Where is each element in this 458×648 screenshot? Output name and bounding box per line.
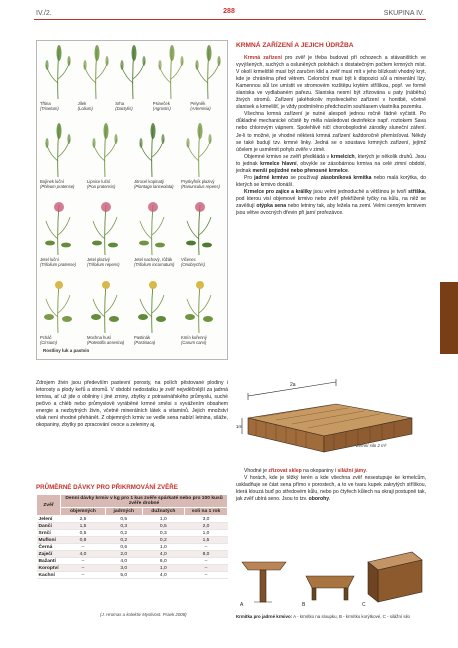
table-cell: 1,5 [61,523,106,530]
page-section-label: IV./2. [36,10,52,17]
plant-item [78,43,112,121]
plant-name: Psineček (Agrostis) [152,101,171,111]
plant-name: Pryskyřník plazivý (Ranunculus repens) [181,179,220,189]
plant-name: Bojínek luční (Phleum pratense) [40,179,75,189]
plant-item [87,121,130,199]
column-header: objemných [61,508,106,516]
plant-item [40,43,74,121]
table-cell: – [185,544,228,551]
table-row [37,551,228,558]
table-cell: 0,5 [105,516,142,523]
plant-item [40,277,83,355]
table-row [37,544,228,551]
plant-name: Lipnice luční (Poa pratensis) [87,179,116,189]
paragraph-4: Pro jadrné krmivo se používají zásobníková krmítka nebo malá korýtka, do kterých se krmivo donáší. [236,174,427,188]
chapter-side-tab [440,282,458,354]
plant-drawing-icon [42,199,74,255]
table-cell: – [185,558,228,565]
term-krmna-zarizeni: Krmná zařízení [244,55,282,61]
plant-drawing-icon [192,43,224,99]
page-number: 288 [223,8,235,15]
intro-paragraph: Zdrojem živin jsou především pastevní porosty, na polích pěstované plodiny i letorosty a plody keřů a stromů. V období nedostatku je zvěř nejvděčnější za jadrná krmiva, ať už jde o obilniny i jiné zrniny, zbytky z potravinářského průmyslu, suché pečivo a chléb nebo průmyslově vyráběné krmné směsi s vyvážením obsahem energie a nezbytných živin, včetně minerálních látek a vitamínů. Jejich množství však není vhodné přehánět. Z objemných krmiv se vedle sena nabízí letnina, siláže, okopaniny, zbytky po zpracování ovoce a zeleniny aj. [36,380,228,429]
plant-name: Kmín kořenný (Carum carvi) [181,335,207,345]
feeding-doses-table [36,494,228,579]
plant-item [87,277,130,355]
table-cell: 0,5 [142,523,184,530]
table-cell: – [61,572,106,579]
table-cell: 0,2 [142,537,184,544]
table-cell: 4,0 [105,558,142,565]
paragraph-2: Všechna krmná zařízení je nutné alespoň jednou ročně řádně vyčistit. Po důkladné mechanické očistě by měla následovat dezinfekce např. roztokem Sava nebo chlorovým vápnem. Spolehlivě ničí choroboplodné zárodky sluneční záření. Je-li to možné, je vhodné některá krmná zařízení každoročně přemísťovat. Někdy se také budují tzv. krmné linky. Jedná se o soustavu krmných zařízení, jejímž účelem je usměrnit pohyb zvěře v zimě. [236,111,426,153]
plant-item [134,121,177,199]
plant-drawing-icon [136,277,168,333]
plant-drawing-icon [136,121,168,177]
table-cell: 3,0 [185,516,228,523]
paragraph-6: Vhodné je zřizovat sklep na okopaniny i silážní jámy. [244,468,368,474]
feeders-figure [236,548,426,610]
plant-item [153,43,187,121]
plant-drawing-icon [183,121,215,177]
table-row [37,537,228,544]
plant-name: Jetel luční (Trifolium pratense) [40,257,76,267]
table-cell: 6,0 [142,558,184,565]
column-header: soli na 1 rok [185,508,228,516]
table-cell: 0,3 [105,523,142,530]
plant-drawing-icon [89,199,121,255]
plant-name: Jílek (Lolium) [77,101,93,111]
plant-item [40,121,83,199]
table-row [37,572,228,579]
column-header-row [37,508,228,516]
feeders-caption: Krmítka pro jadrné krmivo: A - krmítko na sloupku, B - krmítko korýtkové, C - silážní silo [236,614,410,619]
table-cell: – [185,572,228,579]
plant-item [115,43,149,121]
table-cell: 3,0 [105,565,142,572]
plants-caption: Rostliny luk a pastvin [43,348,90,353]
plant-name: Jitrocel kopinatý (Plantago lanceolata) [134,179,174,189]
column-header: dužnatých [142,508,184,516]
chapter-label: SKUPINA IV. [383,10,424,17]
table-cell: 0,2 [105,530,142,537]
table-source: (J. Hromas a kolektiv Myslivost. Praek 2008) [100,612,187,617]
dimension-side: 1m [236,424,243,429]
table-cell: – [61,565,106,572]
table-cell: 1,0 [142,544,184,551]
plant-item [87,199,130,277]
table-cell: 2,0 [105,551,142,558]
table-cell: 4,0 [61,551,106,558]
table-cell: – [61,544,106,551]
plant-item [190,43,224,121]
plant-item [181,199,224,277]
plant-drawing-icon [80,43,112,99]
table-cell: 1,5 [185,537,228,544]
plant-item [134,277,177,355]
table-title: PRŮMĚRNÉ DÁVKY PRO PŘIKRMOVÁNÍ ZVĚŘE [36,484,178,491]
table-cell: 1,0 [185,530,228,537]
plant-drawing-icon [183,199,215,255]
row-label: Zaječí [37,551,61,558]
plant-drawing-icon [155,43,187,99]
paragraph-1-text: pro zvěř je třeba budovat při ochozech a stávaništích ve vyvýšených, suchých a osluněných polohách s dostatečným počtem krmných míst. V okolí krmeliště musí být zaručen klid a zvěř musí mít v jeho blízkosti vhodný kryt, kde je chráněna před větrem. Celoroční musí být k dispozici sůl a minerální lízy. Kamennou sůl lze umístit ve stromovém rozštěpu krytém stříškou, popř. ve formě slaniska ve vydlabaném pařezu. Slaniska nesmí být zřizována u paty (náběhu) živých stromů. Zařízení jakéhokoliv mysliveckého zařízení v honitbě, včetně slanisek a krmelišť, je vždy podmíněno předchozím souhlasem vlastníka pozemku. [236,55,426,111]
plant-item [181,121,224,199]
table-cell: 4,0 [142,551,184,558]
table-cell: 4,0 [142,572,184,579]
table-cell: 0,8 [61,537,106,544]
header-rule [34,19,426,20]
row-label: Koroptví [38,565,59,571]
plant-name: Mochna husí (Potentilla anserina) [87,335,125,345]
row-label: Dančí [37,523,61,530]
feeder-label-c: C [362,602,366,608]
plant-drawing-icon [183,277,215,333]
table-cell: 0,5 [61,530,106,537]
plant-name: Pelyněk (Artemisia) [190,101,211,111]
plant-drawing-icon [117,43,149,99]
table-cell: – [61,558,106,565]
plants-illustration-panel [36,40,228,360]
paragraph-1 [236,55,426,111]
plant-item [134,199,177,277]
group-header: Denní dávky krmiv v kg pro 1 kus zvěře spárkaté nebo pro 100 kusů zvěře drobné [61,495,228,508]
table-row [37,558,228,565]
plant-name: Vičenec (Onobrychis) [181,257,205,267]
table-cell: 1,0 [142,565,184,572]
plant-name: Pcháč (Cirsium) [40,335,57,345]
dimension-top: 2a [290,382,296,388]
row-label: Jelení [37,516,61,523]
plant-name: Jetel plazivý (Trifolium repens) [87,257,120,267]
earth-silo-figure [236,360,426,460]
plant-item [181,277,224,355]
plant-name: Jetel nachový, růžák (Trifolium incarnatum) [134,257,175,267]
table-cell: 1,0 [142,516,184,523]
table-cell: 8,0 [185,551,228,558]
plant-name: Srha (Dactylis) [115,101,133,111]
table-row [37,530,228,537]
row-label: Srnčí [37,530,61,537]
plant-drawing-icon [42,121,74,177]
plant-drawing-icon [89,121,121,177]
row-label: Bažantí [37,558,61,565]
paragraph-5: Krmelce pro zajíce a králíky jsou velmi jednoduché a většinou je tvoří stříška, pod kterou visí objemové krmivo nebo zvěř překříženě tyčky na kůlu, na něž se zavěšují otýpka sena nebo letniny tak, aby ležela na zemi. Velmi cenným krmivem jsou větve ovocných dřevin při jarní prořezávce. [236,188,427,217]
plant-drawing-icon [136,199,168,255]
feeder-label-b: B [302,602,306,608]
paragraph-3: Objemné krmivo se zvěři předkládá v krmelcích, kterých je několik druhů. Jsou to jednak krmelce hlavní, obvykle se zásobárnou krmiva na celé zimní období, jednak menší pojízdné nebo přenosné krmelce. [236,153,426,174]
table-cell: 2,5 [61,516,106,523]
table-cell: – [185,565,228,572]
row-label: Mufloní [37,537,61,544]
earth-silo-caption: Zemní silo 2 m³ [356,443,387,448]
table-cell: 5,0 [105,572,142,579]
table-row [37,565,228,572]
plant-drawing-icon [89,277,121,333]
column-header: jadrných [105,508,142,516]
table-cell: 0,2 [105,537,142,544]
right-column-text [236,55,426,217]
row-label: Černá [37,544,61,551]
table-row [37,523,228,530]
paragraph-7: V horách, kde je těžký terén a kde všechna zvěř nesestupuje ke krmelcům, uskladňuje se část sena přímo v porostech, a to ve tvaru kupek zakrytých stříškou, která klouzá buď po středovém kůlu, nebo po čtyřech kůlech na okraji postupně tak, jak zvěř ubírá seno. Jsou to tzv. oborohy. [236,475,426,503]
row-label: Kachní [37,572,61,579]
table-cell: 0,6 [105,544,142,551]
section-heading: KRMNÁ ZAŘÍZENÍ A JEJICH ÚDRŽBA [236,42,354,49]
plant-drawing-icon [42,277,74,333]
feeder-label-a: A [240,602,244,608]
table-body [37,516,228,579]
plant-drawing-icon [42,43,74,99]
column-header-zver: Zvěř [37,495,61,516]
plant-name: Pastinák (Pastinaca) [134,335,156,345]
right-bottom-text [236,468,426,503]
table-cell: 2,0 [185,523,228,530]
plant-item [40,199,83,277]
table-row [37,516,228,523]
table-cell: 0,3 [142,530,184,537]
plant-name: Třtina (Trisetum) [40,101,59,111]
